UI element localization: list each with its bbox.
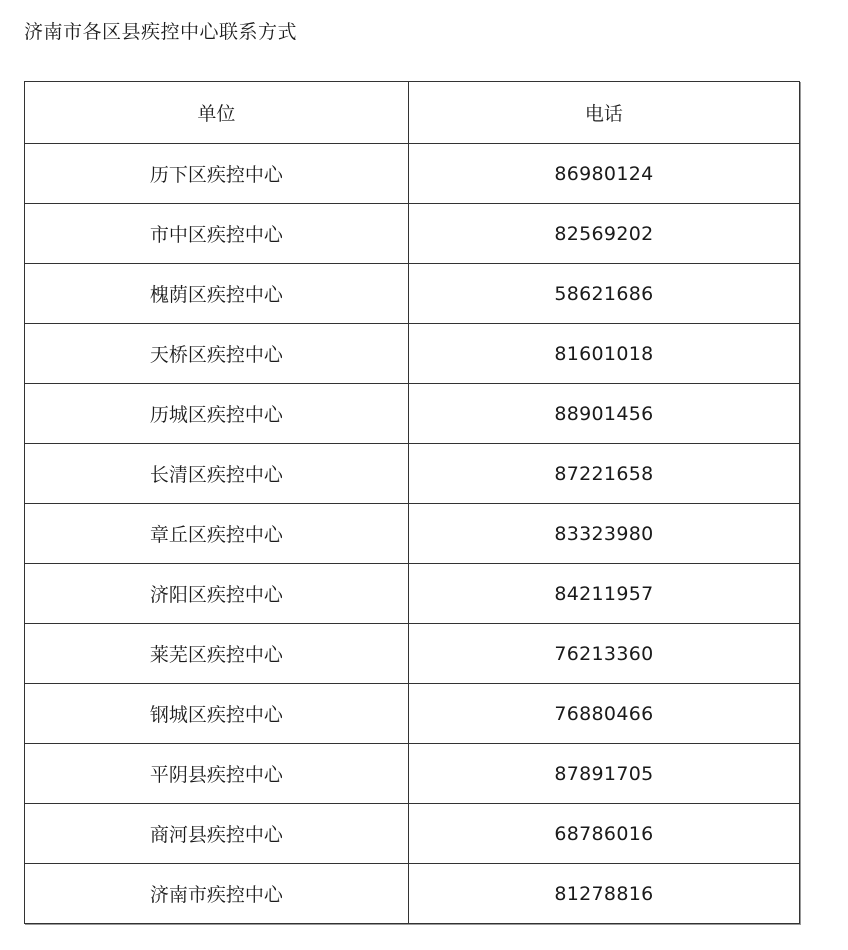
table-body — [25, 144, 799, 923]
phone-cell: 76880466 — [409, 684, 799, 744]
unit-cell: 商河县疾控中心 — [25, 804, 409, 864]
table-row — [25, 624, 799, 684]
phone-cell: 84211957 — [409, 564, 799, 624]
unit-cell: 历城区疾控中心 — [25, 384, 409, 444]
header-unit: 单位 — [25, 82, 409, 144]
phone-cell: 58621686 — [409, 264, 799, 324]
unit-cell: 历下区疾控中心 — [25, 144, 409, 204]
unit-cell: 市中区疾控中心 — [25, 204, 409, 264]
table-row — [25, 504, 799, 564]
table-row — [25, 204, 799, 264]
table-header-row — [25, 82, 799, 144]
phone-cell: 83323980 — [409, 504, 799, 564]
unit-cell: 莱芜区疾控中心 — [25, 624, 409, 684]
unit-cell: 平阴县疾控中心 — [25, 744, 409, 804]
unit-cell: 槐荫区疾控中心 — [25, 264, 409, 324]
table-row — [25, 264, 799, 324]
unit-cell: 济南市疾控中心 — [25, 864, 409, 923]
table-row — [25, 864, 799, 923]
phone-cell: 86980124 — [409, 144, 799, 204]
phone-cell: 81278816 — [554, 882, 654, 905]
document-title: 济南市各区县疾控中心联系方式 — [24, 21, 298, 43]
unit-cell: 钢城区疾控中心 — [25, 684, 409, 744]
table-row — [25, 384, 799, 444]
unit-cell: 章丘区疾控中心 — [25, 504, 409, 564]
unit-cell: 长清区疾控中心 — [25, 444, 409, 504]
table-row — [25, 564, 799, 624]
phone-cell: 68786016 — [409, 804, 799, 864]
phone-cell: 87891705 — [409, 744, 799, 804]
phone-cell: 76213360 — [409, 624, 799, 684]
unit-cell: 济阳区疾控中心 — [25, 564, 409, 624]
table-row — [25, 744, 799, 804]
phone-cell: 81601018 — [409, 324, 799, 384]
table-row — [25, 804, 799, 864]
phone-cell: 82569202 — [409, 204, 799, 264]
contact-table — [24, 81, 800, 924]
header-phone: 电话 — [409, 82, 799, 144]
table-row — [25, 324, 799, 384]
unit-cell: 天桥区疾控中心 — [25, 324, 409, 384]
phone-cell: 88901456 — [409, 384, 799, 444]
table-row — [25, 444, 799, 504]
table-row — [25, 144, 799, 204]
phone-cell: 87221658 — [409, 444, 799, 504]
table-row — [25, 684, 799, 744]
